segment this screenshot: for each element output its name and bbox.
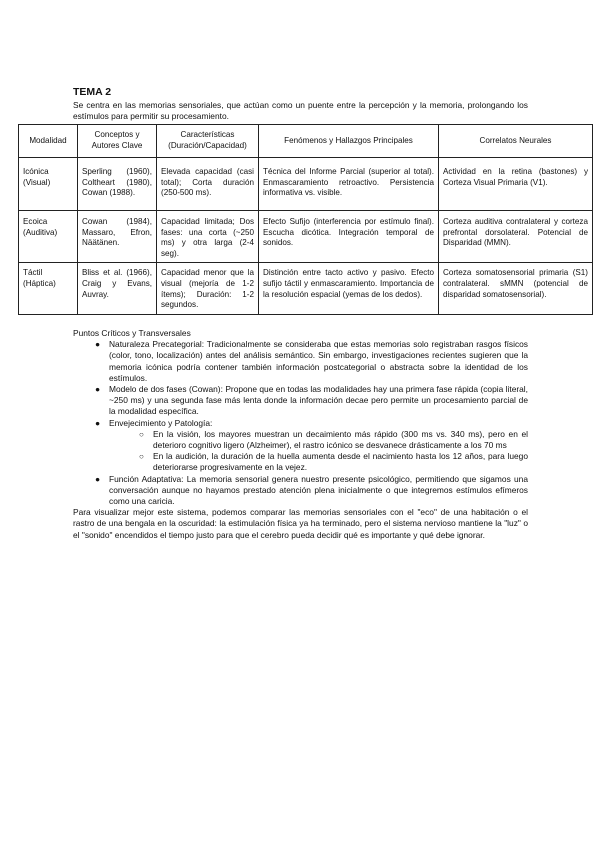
cell-conceptos: Sperling (1960), Coltheart (1980), Cowan (1988). (78, 158, 157, 211)
header-modalidad: Modalidad (19, 125, 78, 158)
section-heading: Puntos Críticos y Transversales (73, 328, 191, 338)
closing-paragraph: Para visualizar mejor este sistema, podemos comparar las memorias sensoriales con el "eco" de una habitación o el rastro de una bengala en la oscuridad: la estimulación física ya ha terminado, pero el sistema nervioso mantiene la "luz" o el "sonido" encendidos el tiempo justo para que el cerebro pueda decidir qué es importante y qué debe ignorar. (73, 507, 528, 540)
bullet-icon: ● (95, 339, 101, 350)
cell-caracteristicas: Capacidad limitada; Dos fases: una corta (~250 ms) y otra larga (2-4 seg). (157, 211, 259, 263)
sub-bullet-icon: ○ (139, 452, 144, 462)
page-title: TEMA 2 (73, 86, 112, 98)
cell-correlatos: Corteza auditiva contralateral y corteza prefrontal dorsolateral. Potencial de Disparidad (MMN). (439, 211, 593, 263)
list-item (95, 473, 528, 508)
cell-modalidad: Táctil (Háptica) (19, 263, 78, 314)
header-conceptos: Conceptos y Autores Clave (78, 125, 157, 158)
cell-modalidad: Icónica (Visual) (19, 158, 78, 211)
item-text: La memoria sensorial genera nuestro presente psicológico, permitiendo que sigamos una conversación aunque no hayamos prestado atención plena inicialmente o que integremos estímulos efímeros como una caricia. (109, 473, 528, 507)
sub-list-item (139, 451, 528, 473)
cell-conceptos: Cowan (1984), Massaro, Efron, Näätänen. (78, 211, 157, 263)
intro-paragraph: Se centra en las memorias sensoriales, que actúan como un puente entre la percepción y la memoria, prolongando los estímulos para permitir su procesamiento. (73, 100, 528, 121)
bullet-icon: ● (95, 473, 101, 484)
cell-modalidad: Ecoica (Auditiva) (19, 211, 78, 263)
table-header-row (19, 125, 593, 158)
item-label: Naturaleza Precategorial: (109, 339, 205, 350)
bullet-list (73, 339, 528, 507)
header-correlatos: Correlatos Neurales (439, 125, 593, 158)
table-row (19, 211, 593, 263)
item-label: Modelo de dos fases (Cowan): (109, 384, 223, 395)
sub-item-text: En la visión, los mayores muestran un decaimiento más rápido (300 ms vs. 340 ms), pero en el deterioro cognitivo ligero (Alzheimer), el rastro icónico se desvanece drásticamente a los 70 ms (153, 428, 528, 451)
cell-caracteristicas: Elevada capacidad (casi total); Corta duración (250-500 ms). (157, 158, 259, 211)
list-item (95, 417, 528, 474)
sub-list-item (139, 428, 528, 451)
cell-conceptos: Bliss et al. (1966), Craig y Evans, Auvray. (78, 263, 157, 314)
memory-table (18, 124, 593, 315)
critical-points-section (73, 328, 528, 541)
sub-item-text: En la audición, la duración de la huella aumenta desde el nacimiento hasta los 12 años, para luego deteriorarse progresivamente en la vejez. (153, 451, 528, 473)
header-fenomenos: Fenómenos y Hallazgos Principales (259, 125, 439, 158)
header-caracteristicas: Características (Duración/Capacidad) (157, 125, 259, 158)
bullet-icon: ● (95, 384, 101, 395)
table-row (19, 263, 593, 314)
cell-correlatos: Actividad en la retina (bastones) y Corteza Visual Primaria (V1). (439, 158, 593, 211)
item-text: Tradicionalmente se consideraba que estas memorias solo registraban rasgos físicos (color, tono, localización) antes del análisis semántico. Sin embargo, investigaciones recientes sugieren que la memoria icónica podría contener también información postcategorial o abstracta sobre la identidad de los estímulos. (109, 339, 528, 383)
item-label: Función Adaptativa: (109, 473, 184, 484)
table-row (19, 158, 593, 211)
list-item (95, 339, 528, 384)
cell-fenomenos: Técnica del Informe Parcial (superior al total). Enmascaramiento retroactivo. Persistencia informativa vs. visible. (259, 158, 439, 211)
cell-fenomenos: Distinción entre tacto activo y pasivo. Efecto sufijo táctil y enmascaramiento. Importancia de la resolución espacial (yemas de los dedos). (259, 263, 439, 314)
item-text: Propone que en todas las modalidades hay una primera fase rápida (copia literal, ~250 ms) y una segunda fase más lenta donde la información decae pero permite un procesamiento parcial de la modalidad específica. (109, 384, 528, 417)
list-item (95, 384, 528, 418)
cell-fenomenos: Efecto Sufijo (interferencia por estímulo final). Escucha dicótica. Integración temporal de sonidos. (259, 211, 439, 263)
item-label: Envejecimiento y Patología: (109, 417, 213, 428)
cell-caracteristicas: Capacidad menor que la visual (mejoría de 1-2 ítems); Duración: 1-2 segundos. (157, 263, 259, 314)
cell-correlatos: Corteza somatosensorial primaria (S1) contralateral. sMMN (potencial de disparidad somatosensorial). (439, 263, 593, 314)
sub-bullet-icon: ○ (139, 429, 144, 439)
sub-bullet-list (109, 429, 528, 474)
bullet-icon: ● (95, 417, 101, 428)
